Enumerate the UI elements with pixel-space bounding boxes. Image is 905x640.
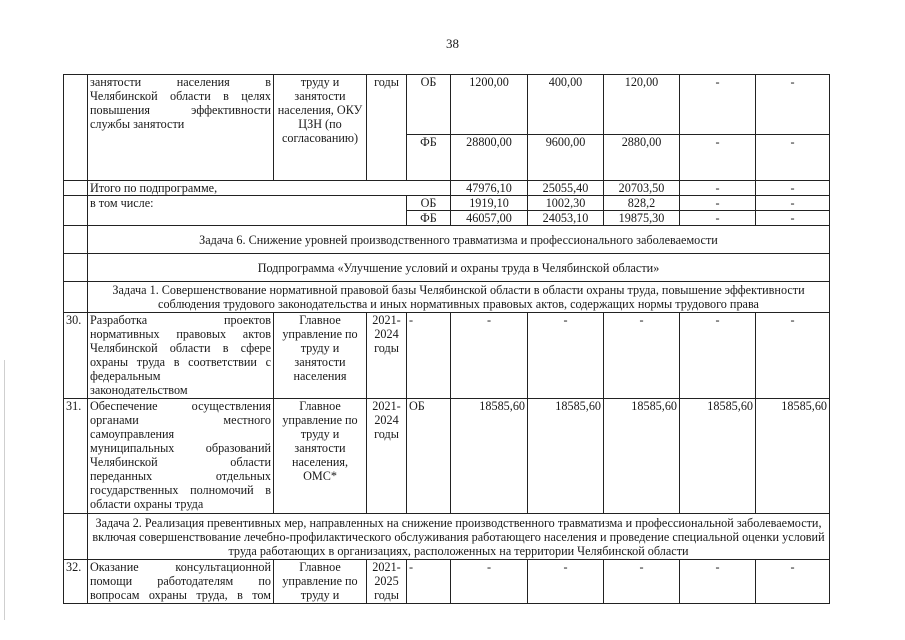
value-cell: 18585,60 bbox=[604, 399, 680, 514]
activity-cell bbox=[88, 399, 274, 514]
period-cell bbox=[367, 399, 407, 514]
executor-line: труду и bbox=[300, 588, 340, 602]
executor-line: занятости bbox=[294, 441, 346, 455]
value-cell: 28800,00 bbox=[451, 135, 528, 181]
totals-row bbox=[64, 181, 830, 196]
executor-line: занятости bbox=[294, 355, 346, 369]
executor-line: занятости bbox=[294, 89, 346, 103]
activity-line: области охраны труда bbox=[90, 497, 204, 511]
activity-line: нормативных правовых актов bbox=[90, 327, 271, 341]
value-cell: 18585,60 bbox=[528, 399, 604, 514]
task-1-heading: Задача 1. Совершенствование нормативной правовой базы Челябинской области в области охраны труда, повышение эффективности соблюдения трудового законодательства и иных нормативных правовых актов, содержащих нормы трудового права bbox=[88, 282, 830, 313]
row-number-cell bbox=[64, 514, 88, 560]
section-row bbox=[64, 282, 830, 313]
executor-cell bbox=[274, 399, 367, 514]
activity-cell bbox=[88, 75, 274, 181]
activity-line: государственных полномочий в bbox=[90, 483, 271, 497]
period-line: годы bbox=[374, 588, 399, 602]
value-cell: 18585,60 bbox=[756, 399, 830, 514]
value-cell: 24053,10 bbox=[528, 211, 604, 226]
scan-edge-line bbox=[4, 360, 5, 620]
value-cell: 9600,00 bbox=[528, 135, 604, 181]
totals-label: в том числе: bbox=[88, 196, 407, 226]
row-number-cell: 31. bbox=[64, 399, 88, 514]
value-cell: - bbox=[756, 196, 830, 211]
executor-line: ЦЗН (по bbox=[298, 117, 342, 131]
value-cell: - bbox=[604, 313, 680, 399]
totals-row bbox=[64, 196, 830, 211]
executor-cell bbox=[274, 75, 367, 181]
executor-cell bbox=[274, 313, 367, 399]
value-cell: 828,2 bbox=[604, 196, 680, 211]
table-row bbox=[64, 399, 830, 514]
period-cell: годы bbox=[367, 75, 407, 181]
activity-line: Обеспечение осуществления bbox=[90, 399, 271, 413]
row-number-cell bbox=[64, 181, 88, 196]
activity-line: охраны труда в соответствии с bbox=[90, 355, 271, 369]
executor-line: населения, ОКУ bbox=[277, 103, 363, 117]
value-cell: - bbox=[756, 313, 830, 399]
period-line: 2021- bbox=[372, 313, 401, 327]
row-number-cell: 32. bbox=[64, 560, 88, 604]
value-cell: - bbox=[756, 560, 830, 604]
executor-line: труду и bbox=[300, 75, 340, 89]
activity-line: Оказание консультационной bbox=[90, 560, 271, 574]
row-number-cell bbox=[64, 254, 88, 282]
table-row bbox=[64, 75, 830, 135]
value-cell: 1919,10 bbox=[451, 196, 528, 211]
period-line: годы bbox=[374, 341, 399, 355]
executor-line: населения bbox=[293, 369, 347, 383]
activity-line: законодательством bbox=[90, 383, 188, 397]
value-cell: 2880,00 bbox=[604, 135, 680, 181]
period-line: 2024 bbox=[374, 327, 399, 341]
row-number-cell bbox=[64, 282, 88, 313]
subprogram-heading: Подпрограмма «Улучшение условий и охраны труда в Челябинской области» bbox=[88, 254, 830, 282]
activity-line: муниципальных образований bbox=[90, 441, 271, 455]
task-6-heading: Задача 6. Снижение уровней производственного травматизма и профессионального заболеваемости bbox=[88, 226, 830, 254]
executor-line: ОМС* bbox=[303, 469, 337, 483]
value-cell: - bbox=[756, 181, 830, 196]
source-cell: ОБ bbox=[407, 75, 451, 135]
activity-line: службы занятости bbox=[90, 117, 185, 131]
executor-line: согласованию) bbox=[281, 131, 359, 145]
source-cell: ФБ bbox=[407, 135, 451, 181]
value-cell: - bbox=[756, 135, 830, 181]
activity-line: вопросам охраны труда, в том bbox=[90, 588, 271, 602]
value-cell: 120,00 bbox=[604, 75, 680, 135]
section-row bbox=[64, 514, 830, 560]
row-number-cell bbox=[64, 226, 88, 254]
executor-line: управление по bbox=[282, 413, 358, 427]
activity-line: переданных отдельных bbox=[90, 469, 271, 483]
source-cell: ФБ bbox=[407, 211, 451, 226]
value-cell: - bbox=[680, 560, 756, 604]
period-line: 2024 bbox=[374, 413, 399, 427]
source-cell: - bbox=[407, 313, 451, 399]
activity-line: самоуправления bbox=[90, 427, 175, 441]
section-row bbox=[64, 226, 830, 254]
value-cell: - bbox=[680, 211, 756, 226]
value-cell: - bbox=[604, 560, 680, 604]
executor-line: управление по bbox=[282, 574, 358, 588]
period-line: годы bbox=[374, 427, 399, 441]
row-number-cell bbox=[64, 196, 88, 226]
task-2-heading: Задача 2. Реализация превентивных мер, направленных на снижение производственного травматизма и профессиональной заболеваемости, включая совершенствование лечебно-профилактического обслуживания работающего населения и проведение специальной оценки условий труда работающих в организациях, расположенных на территории Челябинской области bbox=[88, 514, 830, 560]
source-cell: - bbox=[407, 560, 451, 604]
value-cell: 46057,00 bbox=[451, 211, 528, 226]
value-cell: - bbox=[451, 560, 528, 604]
value-cell: - bbox=[528, 560, 604, 604]
row-number-cell bbox=[64, 75, 88, 181]
activity-line: занятости населения в bbox=[90, 75, 271, 89]
value-cell: 47976,10 bbox=[451, 181, 528, 196]
value-cell: - bbox=[680, 313, 756, 399]
value-cell: 18585,60 bbox=[680, 399, 756, 514]
row-number-cell: 30. bbox=[64, 313, 88, 399]
source-cell: ОБ bbox=[407, 196, 451, 211]
period-cell bbox=[367, 313, 407, 399]
value-cell: 20703,50 bbox=[604, 181, 680, 196]
executor-line: населения, bbox=[291, 455, 349, 469]
totals-label: Итого по подпрограмме, bbox=[88, 181, 451, 196]
executor-line: Главное bbox=[299, 313, 341, 327]
value-cell: - bbox=[680, 135, 756, 181]
program-table bbox=[63, 74, 830, 604]
executor-line: труду и bbox=[300, 427, 340, 441]
activity-cell bbox=[88, 313, 274, 399]
period-line: 2021- bbox=[372, 560, 401, 574]
period-line: 2021- bbox=[372, 399, 401, 413]
period-cell bbox=[367, 560, 407, 604]
executor-line: управление по bbox=[282, 327, 358, 341]
activity-line: органами местного bbox=[90, 413, 271, 427]
value-cell: - bbox=[680, 196, 756, 211]
value-cell: - bbox=[756, 211, 830, 226]
value-cell: - bbox=[680, 181, 756, 196]
page-number: 38 bbox=[446, 36, 459, 51]
value-cell: - bbox=[528, 313, 604, 399]
value-cell: - bbox=[756, 75, 830, 135]
value-cell: 18585,60 bbox=[451, 399, 528, 514]
value-cell: 25055,40 bbox=[528, 181, 604, 196]
value-cell: 1200,00 bbox=[451, 75, 528, 135]
executor-line: Главное bbox=[299, 399, 341, 413]
period-line: 2025 bbox=[374, 574, 399, 588]
value-cell: - bbox=[680, 75, 756, 135]
activity-line: федеральным bbox=[90, 369, 161, 383]
activity-line: Челябинской области bbox=[90, 455, 271, 469]
activity-line: Челябинской области в целях bbox=[90, 89, 271, 103]
value-cell: 19875,30 bbox=[604, 211, 680, 226]
activity-line: Челябинской области в сфере bbox=[90, 341, 271, 355]
executor-cell bbox=[274, 560, 367, 604]
activity-cell bbox=[88, 560, 274, 604]
source-cell: ОБ bbox=[407, 399, 451, 514]
section-row bbox=[64, 254, 830, 282]
value-cell: 400,00 bbox=[528, 75, 604, 135]
executor-line: труду и bbox=[300, 341, 340, 355]
value-cell: - bbox=[451, 313, 528, 399]
activity-line: повышения эффективности bbox=[90, 103, 271, 117]
value-cell: 1002,30 bbox=[528, 196, 604, 211]
executor-line: Главное bbox=[299, 560, 341, 574]
activity-line: Разработка проектов bbox=[90, 313, 271, 327]
activity-line: помощи работодателям по bbox=[90, 574, 271, 588]
table-row bbox=[64, 313, 830, 399]
table-row bbox=[64, 560, 830, 604]
